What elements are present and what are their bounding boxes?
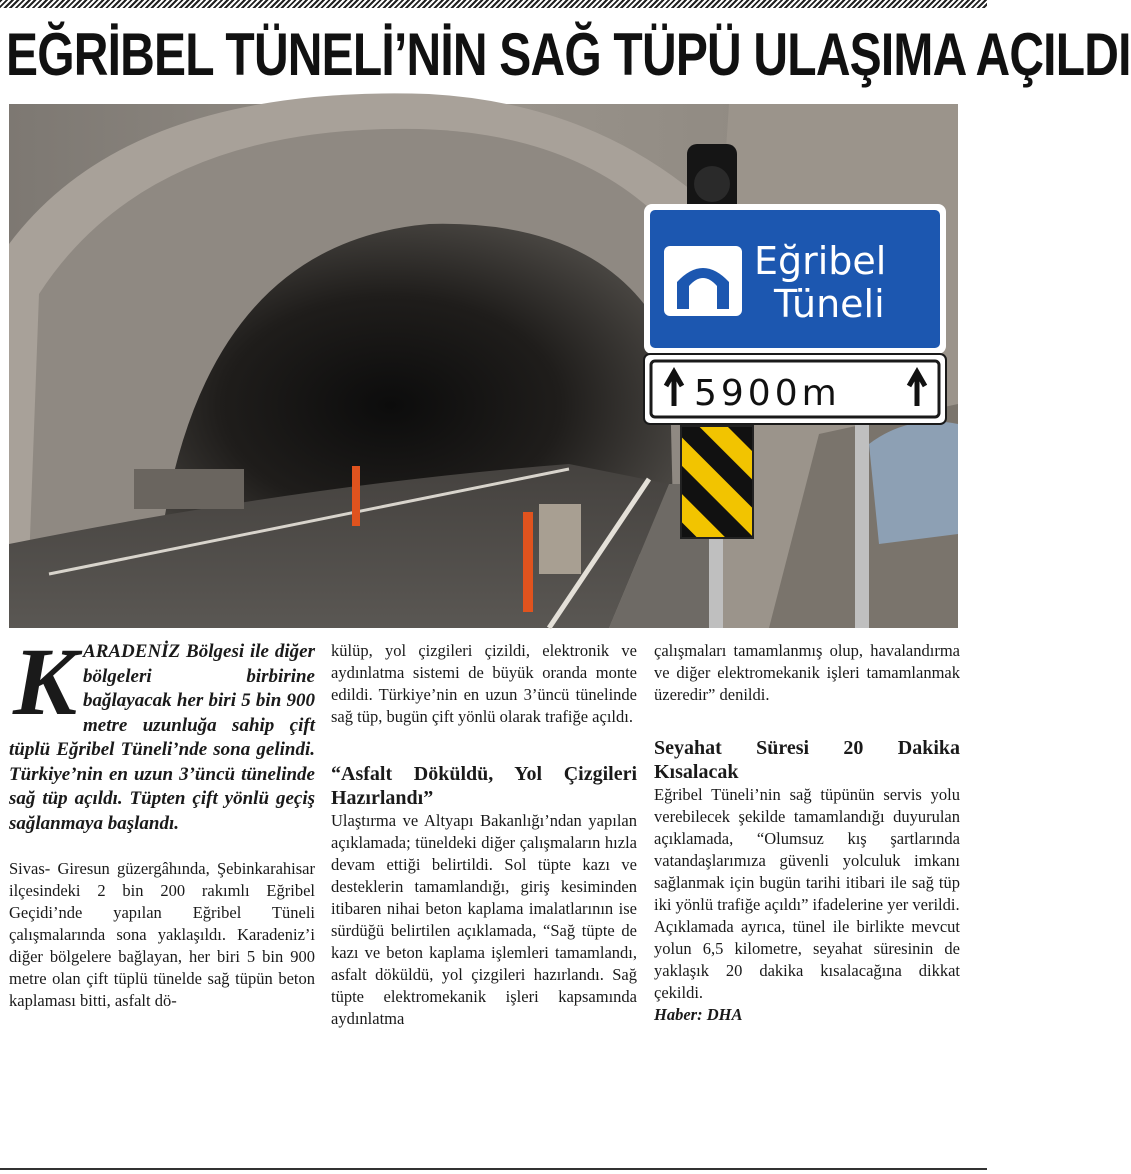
column-3 (654, 640, 960, 1026)
distance-text: 5900m (694, 373, 841, 414)
paragraph-2: Ulaştırma ve Altyapı Bakanlığı’ndan yapılan açıklamada; tüneldeki diğer çalışmaların hızla devam ettiği belirtildi. Sol tüpte kazı ve desteklerin tamamlandığı, giriş kesiminden itibaren nihai beton kaplama imalatlarının ise sürdüğü belirtilen açıklamada, “Sağ tüpte de kazı ve beton kaplama işlemleri tamamlandı, asfalt döküldü, yol çizgileri hazırlandı. Sağ tüpte elektromekanik işleri kapsamında aydınlatma (331, 811, 637, 1028)
subhead-2: Seyahat Süresi 20 Dakika Kısalacak (654, 737, 960, 783)
paragraph-2-continued: çalışmaları tamamlanmış olup, havalandırma ve diğer elektromekanik işleri tamamlanmak üzeredir” denildi. (654, 641, 960, 704)
hazard-board (681, 426, 753, 538)
byline: Haber: DHA (654, 1005, 743, 1024)
traffic-cone (352, 466, 360, 526)
tarp (869, 422, 958, 545)
lead-text: ARADENİZ Bölgesi ile diğer bölgeleri birbirine bağlayacak her biri 5 bin 900 metre uzunluğa sahip çift tüplü Eğribel Tüneli’nde sona gelindi. Türkiye’nin en uzun 3’üncü tünelinde sağ tüp açıldı. Tüpten çift yönlü geçiş sağlanmaya başlandı. (9, 641, 315, 834)
column-1 (9, 628, 315, 1012)
headline: EĞRİBEL TÜNELİ’NİN SAĞ TÜPÜ ULAŞIMA AÇILDI (6, 21, 1131, 88)
top-hatched-rule (0, 0, 987, 8)
sign-line2: Tüneli (774, 282, 885, 326)
lead-paragraph (9, 628, 315, 836)
bottom-rule (0, 1168, 987, 1170)
subhead-1: “Asfalt Döküldü, Yol Çizgileri Hazırlandı” (331, 763, 637, 809)
paragraph-3: Eğribel Tüneli’nin sağ tüpünün servis yolu verebilecek şekilde tamamlandığı duyurulan açıklamada, “Olumsuz kış şartlarında vatandaşlarımıza güvenli yolculuk imkanı sağlanmak için bugün tarihi itibari ile sağ tüp iki yönlü trafiğe açıldı” ifadelerine yer verildi. (654, 785, 960, 914)
paragraph-4: Açıklamada ayrıca, tünel ile birlikte mevcut yolun 6,5 kilometre, seyahat süresinin de yaklaşık 20 dakika kısalacağına dikkat çekildi. (654, 917, 960, 1002)
paragraph-1-continued: külüp, yol çizgileri çizildi, elektronik ve aydınlatma sistemi de büyük oranda monte edildi. Türkiye’nin en uzun 3’üncü tünelinde sağ tüp, bugün çift yönlü olarak trafiğe açıldı. (331, 641, 637, 726)
sign-post (855, 424, 869, 628)
tunnel-illustration (9, 104, 958, 628)
sign-line1: Eğribel (754, 239, 887, 283)
paragraph-1: Sivas- Giresun güzergâhında, Şebinkarahisar ilçesindeki 2 bin 200 rakımlı Eğribel Geçidi’nde yapılan Eğribel Tüneli çalışmalarında sona yaklaşıldı. Karadeniz’i diğer bölgelere bağlayan, her biri 5 bin 900 metre olan çift tüplü tünelde sağ tüpün beton kaplaması bitti, asfalt dö- (9, 859, 315, 1010)
drop-cap: K (13, 628, 78, 735)
tunnel-photo (9, 104, 958, 628)
traffic-cone (523, 512, 533, 612)
column-2 (331, 640, 637, 1030)
